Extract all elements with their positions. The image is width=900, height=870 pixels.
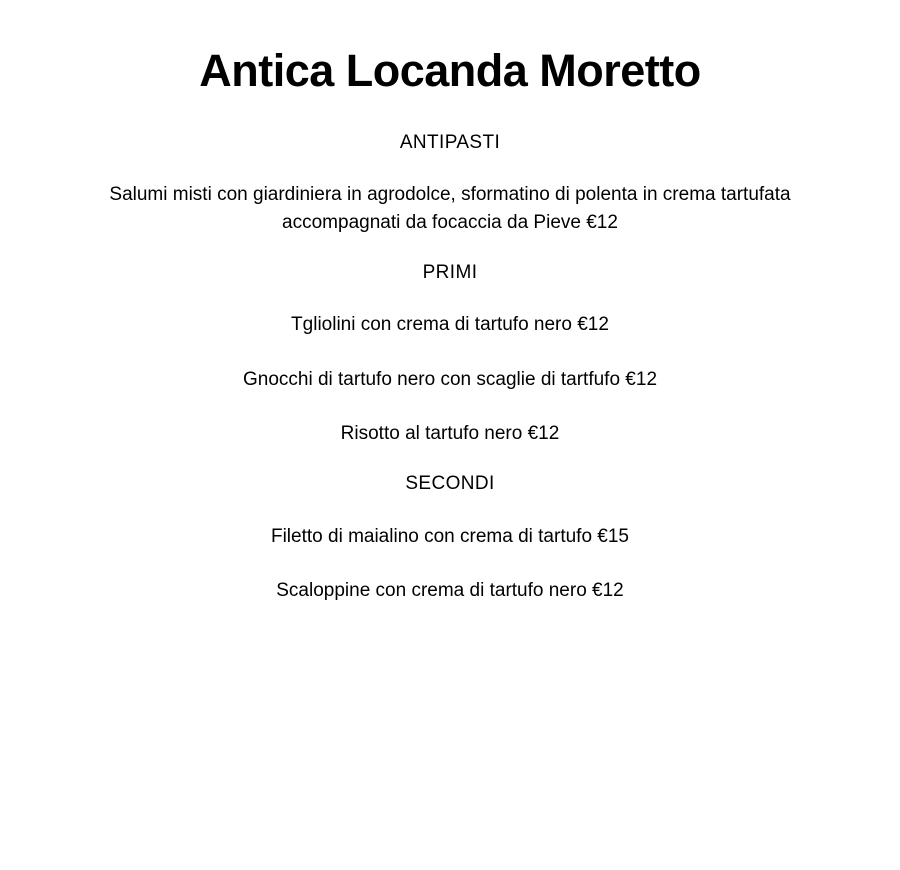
spacer <box>50 339 850 366</box>
section-heading-primi: PRIMI <box>422 261 478 283</box>
section-heading-antipasti: ANTIPASTI <box>399 131 501 153</box>
menu-item: Gnocchi di tartufo nero con scaglie di tartfufo €12 <box>242 368 658 390</box>
menu-item: Filetto di maialino con crema di tartufo €15 <box>270 525 629 547</box>
spacer <box>50 448 850 472</box>
spacer <box>50 497 850 523</box>
spacer <box>50 285 850 311</box>
spacer <box>50 155 850 181</box>
spacer <box>50 550 850 577</box>
menu-item: Tgliolini con crema di tartufo nero €12 <box>291 314 609 336</box>
page-title: Antica Locanda Moretto <box>199 45 701 96</box>
spacer <box>50 393 850 420</box>
menu-item: Risotto al tartufo nero €12 <box>340 423 560 445</box>
section-heading-secondi: SECONDI <box>405 472 495 494</box>
spacer <box>50 237 850 261</box>
menu-item: Scaloppine con crema di tartufo nero €12 <box>276 580 624 602</box>
menu-item: Salumi misti con giardiniera in agrodolce, sformatino di polenta in crema tartufata accompagnati da focaccia da Pieve €12 <box>109 184 791 233</box>
